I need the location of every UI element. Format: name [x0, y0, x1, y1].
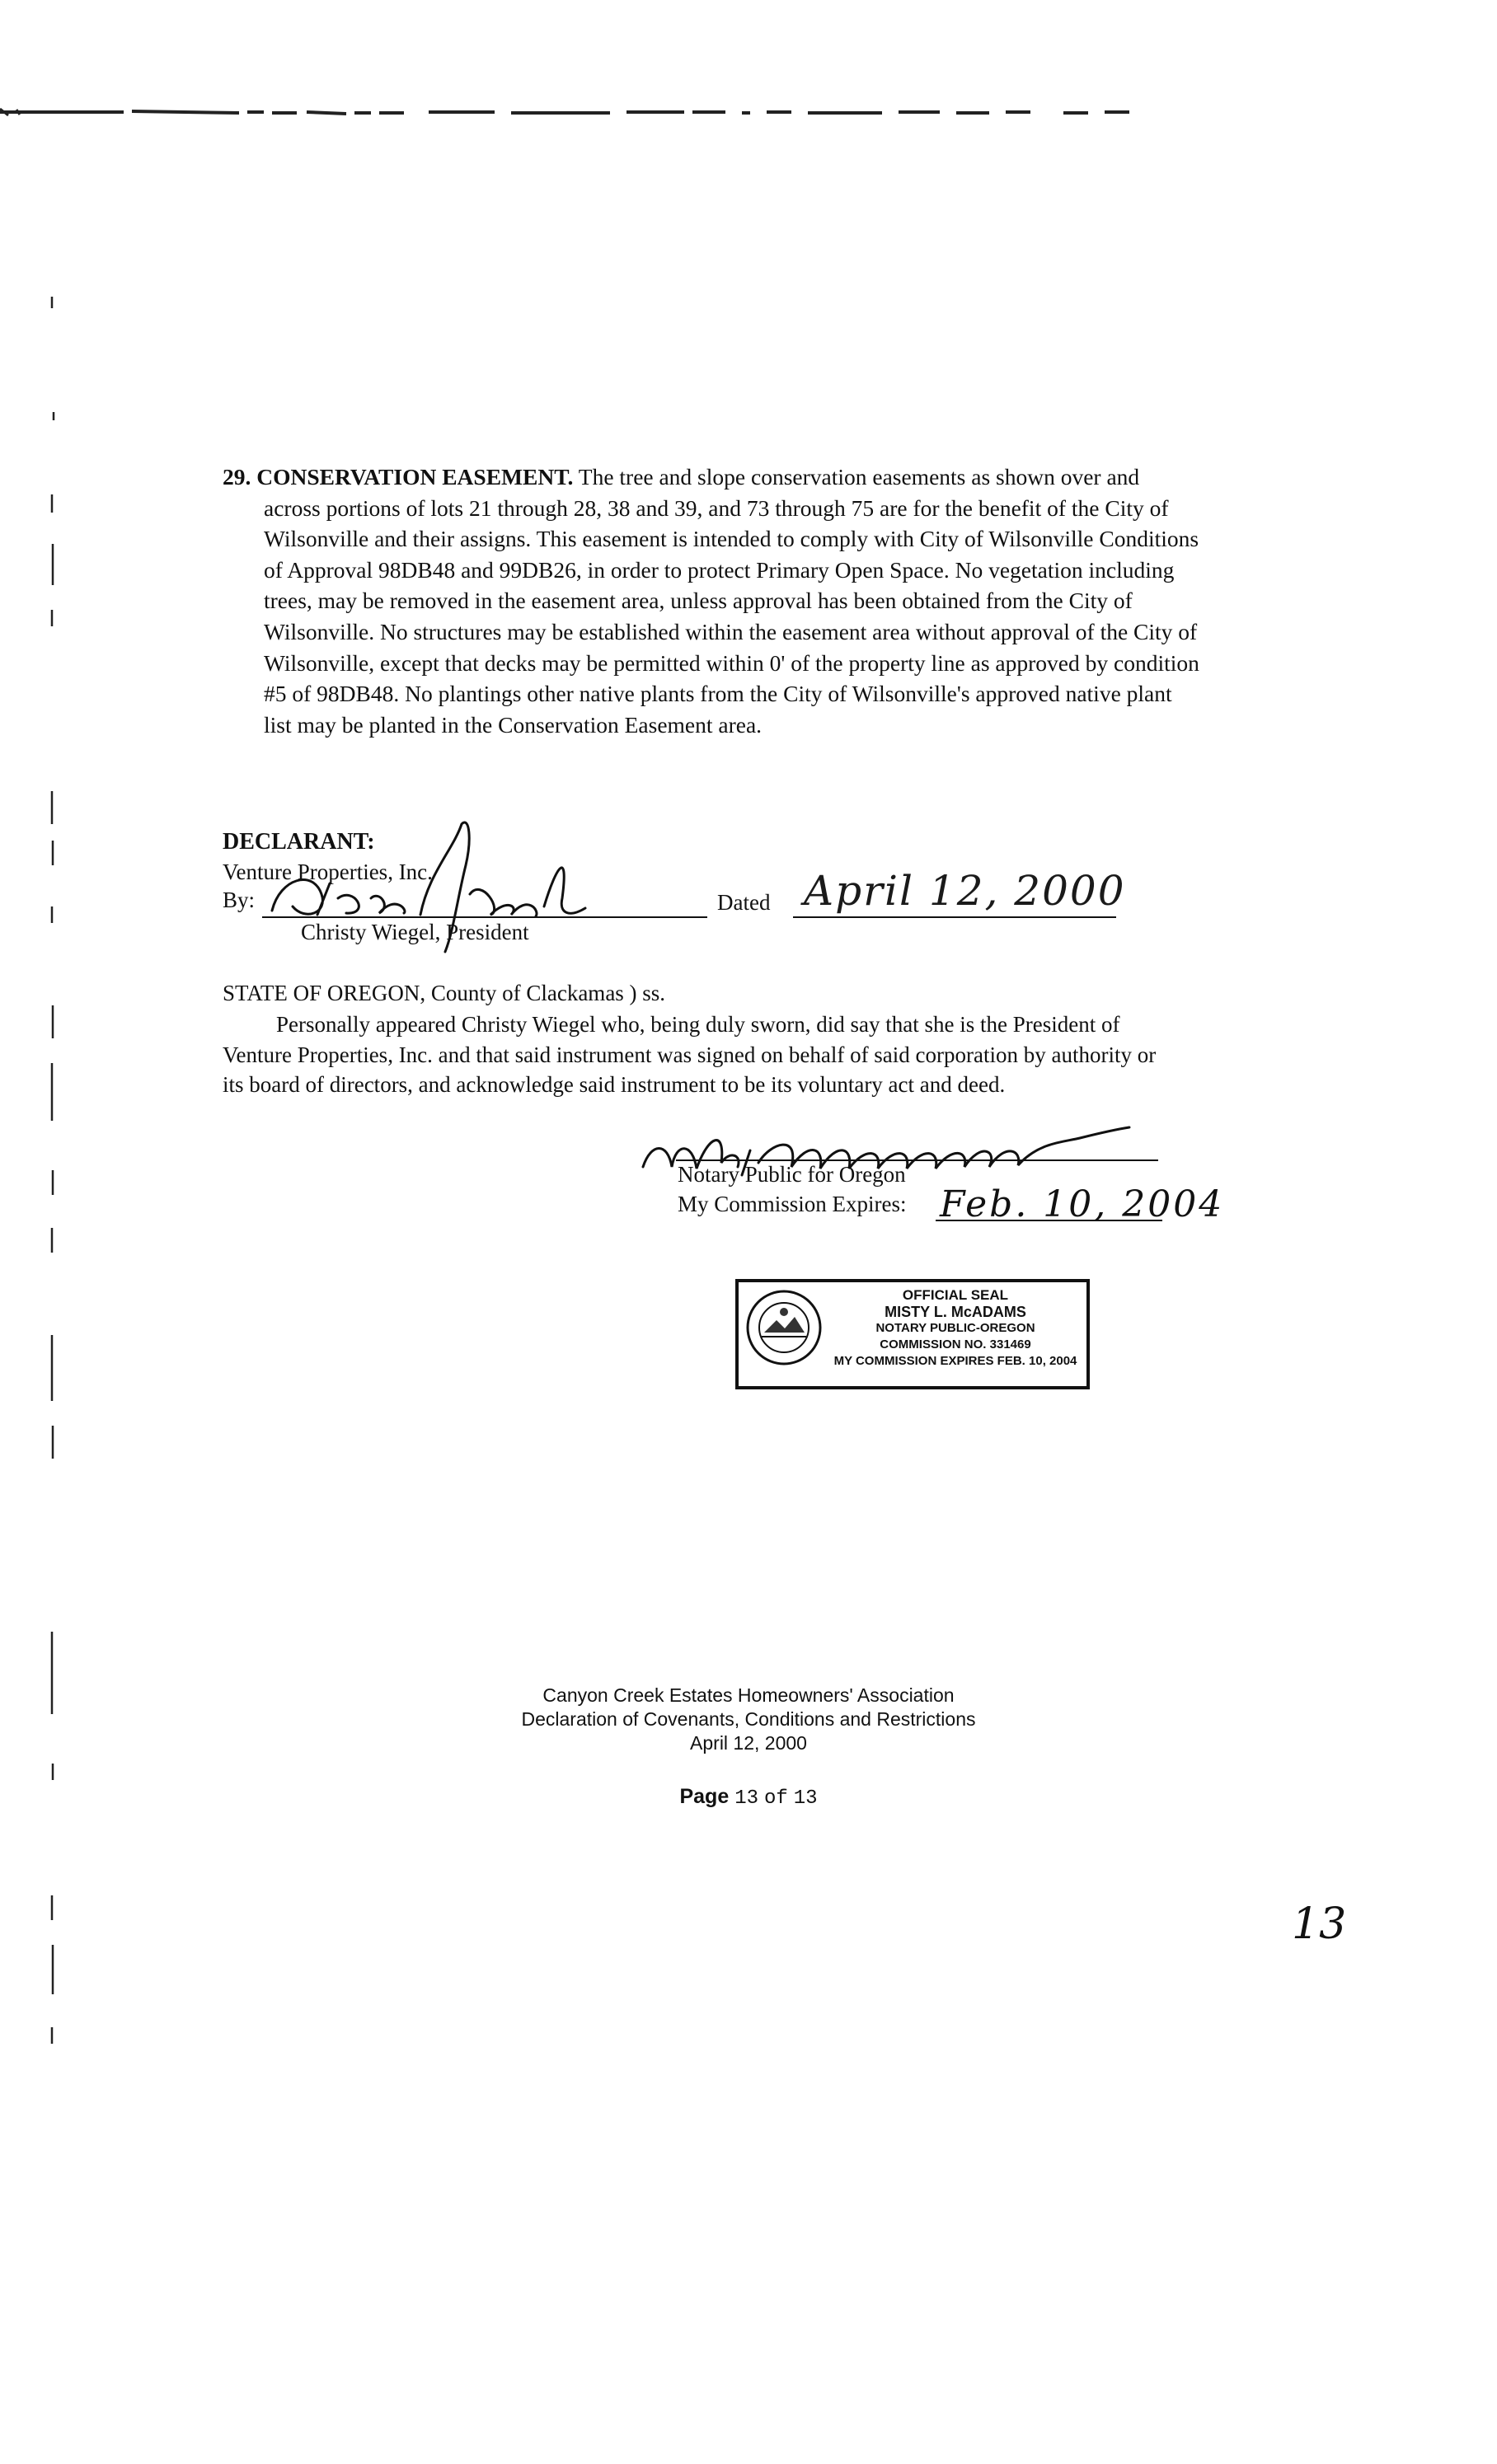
declarant-label: DECLARANT: [223, 829, 375, 855]
section-first-line [223, 461, 1294, 493]
notary-signature-line [676, 1159, 1158, 1161]
section-line: list may be planted in the Conservation Easement area. [264, 711, 763, 738]
page-total: 13 [793, 1787, 818, 1810]
section-line: of Approval 98DB48 and 99DB26, in order to protect Primary Open Space. No vegetation including [264, 556, 1175, 583]
acknowledgment-line: Personally appeared Christy Wiegel who, being duly sworn, did say that she is the President of [276, 1012, 1120, 1037]
signer-name-title: Christy Wiegel, President [301, 920, 529, 944]
scan-artifact-left-margin [45, 297, 62, 2192]
footer-association: Canyon Creek Estates Homeowners' Association [542, 1684, 955, 1706]
page-current: 13 [734, 1787, 758, 1810]
section-29-paragraph [223, 461, 1294, 740]
section-line: Wilsonville. No structures may be established within the easement area without approval of the City of [264, 618, 1198, 644]
seal-commission-expires: MY COMMISSION EXPIRES FEB. 10, 2004 [833, 1354, 1077, 1368]
section-first-line-text: The tree and slope conservation easements as shown over and [578, 464, 1140, 490]
page-number [0, 1785, 1497, 1810]
state-county-line: STATE OF OREGON, County of Clackamas ) ss. [223, 981, 666, 1005]
section-line: trees, may be removed in the easement area, unless approval has been obtained from the City of [264, 588, 1133, 614]
official-seal-text [824, 1287, 1086, 1370]
section-line: Wilsonville and their assigns. This easement is intended to comply with City of Wilsonville Conditions [264, 526, 1199, 552]
section-line: #5 of 98DB48. No plantings other native plants from the City of Wilsonville's approved native plant [264, 681, 1172, 707]
acknowledgment-line: Venture Properties, Inc. and that said instrument was signed on behalf of said corporation by authority or [223, 1042, 1157, 1067]
dated-line [793, 916, 1116, 918]
footer-date: April 12, 2000 [690, 1732, 807, 1754]
seal-heading: OFFICIAL SEAL [902, 1287, 1009, 1303]
seal-notary-public: NOTARY PUBLIC-OREGON [875, 1321, 1035, 1335]
state-seal-emblem-icon [744, 1287, 824, 1368]
declarant-company: Venture Properties, Inc. [223, 860, 433, 884]
page-label-text: Page [679, 1785, 730, 1808]
section-body [223, 493, 1294, 741]
dated-label: Dated [717, 890, 771, 915]
acknowledgment-line: its board of directors, and acknowledge said instrument to be its voluntary act and deed. [223, 1072, 1006, 1097]
footer-document-title: Declaration of Covenants, Conditions and Restrictions [521, 1708, 976, 1730]
handwritten-corner-page-mark: 13 [1292, 1900, 1347, 1949]
notary-title: Notary Public for Oregon [678, 1162, 906, 1187]
commission-expires-label: My Commission Expires: [678, 1192, 907, 1216]
document-footer [0, 1684, 1497, 1755]
scan-artifact-top-line [0, 105, 1129, 117]
handwritten-date: April 12, 2000 [804, 867, 1126, 915]
acknowledgment-paragraph [223, 1009, 1294, 1100]
section-title: CONSERVATION EASEMENT. [256, 464, 574, 490]
handwritten-expiration-date: Feb. 10, 2004 [940, 1183, 1225, 1225]
section-line: Wilsonville, except that decks may be permitted within 0' of the property line as approved by condition [264, 649, 1199, 676]
by-label: By: [223, 888, 256, 912]
section-number: 29. [223, 464, 251, 490]
seal-notary-name: MISTY L. McADAMS [885, 1304, 1026, 1320]
seal-commission-number: COMMISSION NO. 331469 [880, 1337, 1031, 1351]
handwritten-signature-christy-wiegel [256, 816, 618, 956]
page-of: of [763, 1787, 788, 1810]
section-line: across portions of lots 21 through 28, 38 and 39, and 73 through 75 are for the benefit of the City of [264, 494, 1169, 521]
